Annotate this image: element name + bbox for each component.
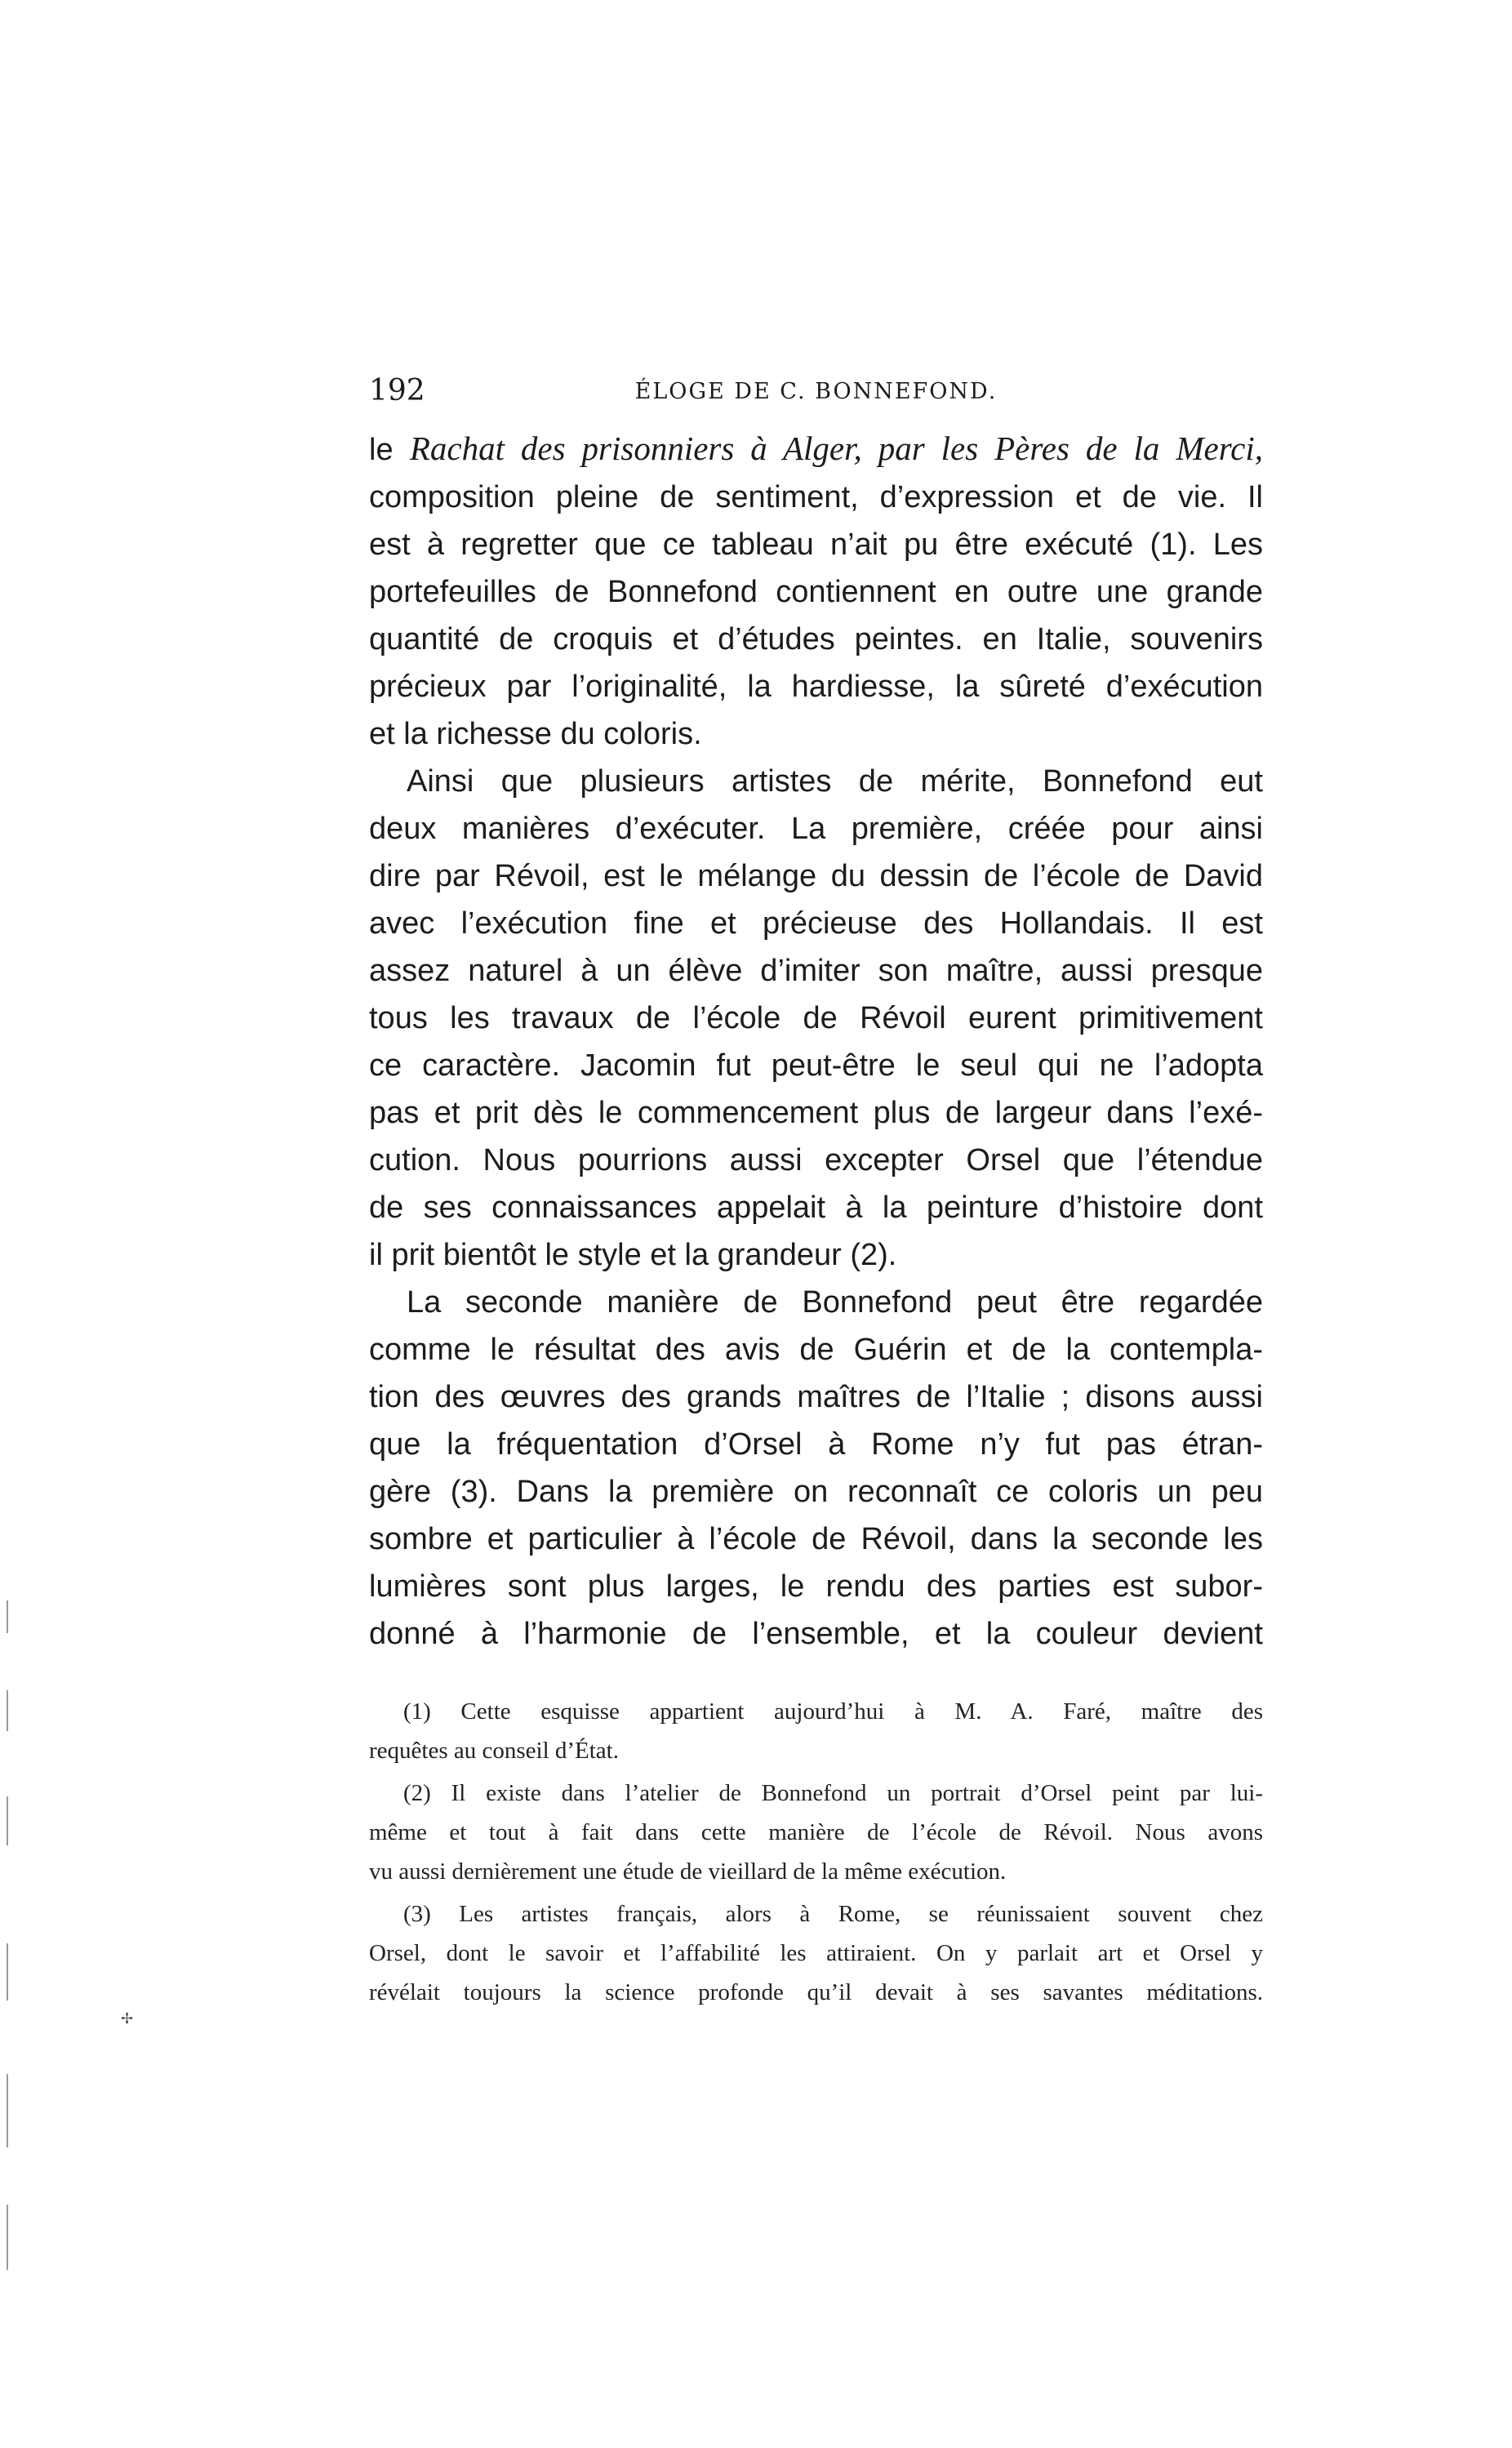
artwork-title: Rachat des prisonniers à Alger, par les Pères de la Merci, (409, 430, 1264, 467)
text-line: sombre et particulier à l’école de Révoil, dans la seconde les (369, 1522, 1263, 1556)
footnote-1 (369, 1692, 1263, 1770)
paragraph-3 (369, 1279, 1263, 1658)
text-line: et la richesse du coloris. (369, 717, 702, 751)
footnote-line: (2) Il existe dans l’atelier de Bonnefond un portrait d’Orsel peint par lui- (403, 1780, 1263, 1806)
text-line: tion des œuvres des grands maîtres de l’Italie ; disons aussi (369, 1380, 1263, 1414)
text-line: Ainsi que plusieurs artistes de mérite, Bonnefond eut (407, 764, 1263, 799)
footnote-3 (369, 1894, 1263, 2012)
paragraph-1 (369, 425, 1263, 758)
text-line: composition pleine de sentiment, d’expression et de vie. Il (369, 480, 1263, 514)
text-line: comme le résultat des avis de Guérin et de la contempla- (369, 1333, 1263, 1367)
scan-margin-marks (0, 1551, 16, 2368)
scan-mark (7, 1796, 8, 1845)
text-line: assez naturel à un élève d’imiter son maître, aussi presque (369, 954, 1263, 988)
footnote-line: Orsel, dont le savoir et l’affabilité les attiraient. On y parlait art et Orsel y (369, 1940, 1263, 1966)
text-line: que la fréquentation d’Orsel à Rome n’y fut pas étran- (369, 1427, 1263, 1462)
text-line: lumières sont plus larges, le rendu des parties est subor- (369, 1569, 1263, 1604)
ink-speck-icon: ✢ (121, 2010, 134, 2027)
scan-mark (7, 2074, 8, 2148)
footnote-2 (369, 1774, 1263, 1891)
text-line: gère (3). Dans la première on reconnaît ce coloris un peu (369, 1475, 1263, 1509)
text-line: de ses connaissances appelait à la peinture d’histoire dont (369, 1191, 1263, 1225)
footnote-line: même et tout à fait dans cette manière de l’école de Révoil. Nous avons (369, 1819, 1263, 1845)
text-line: quantité de croquis et d’études peintes. en Italie, souvenirs (369, 622, 1263, 657)
text-line: portefeuilles de Bonnefond contiennent en outre une grande (369, 575, 1263, 609)
footnote-line: révélait toujours la science profonde qu’il devait à ses savantes méditations. (369, 1979, 1263, 2005)
text-line: donné à l’harmonie de l’ensemble, et la couleur devient (369, 1617, 1263, 1651)
footnotes (369, 1692, 1263, 2015)
text-line: cution. Nous pourrions aussi excepter Orsel que l’étendue (369, 1143, 1263, 1177)
text-line: pas et prit dès le commencement plus de largeur dans l’exé- (369, 1096, 1263, 1130)
scan-mark (7, 1690, 8, 1731)
footnote-line: (3) Les artistes français, alors à Rome, se réunissaient souvent chez (403, 1901, 1263, 1927)
text-line: précieux par l’originalité, la hardiesse, la sûreté d’exécution (369, 670, 1263, 704)
text-line: tous les travaux de l’école de Révoil eurent primitivement (369, 1001, 1263, 1035)
scan-mark (7, 1943, 8, 2001)
footnote-line: (1) Cette esquisse appartient aujourd’hui à M. A. Faré, maître des (403, 1698, 1263, 1725)
text-line: La seconde manière de Bonnefond peut être regardée (407, 1285, 1263, 1320)
text-line (369, 425, 1263, 474)
footnote-line: requêtes au conseil d’État. (369, 1738, 619, 1764)
body-text (369, 425, 1263, 1658)
page-header (369, 374, 1263, 415)
text-span: le (369, 433, 410, 467)
text-line: avec l’exécution fine et précieuse des Hollandais. Il est (369, 906, 1263, 941)
running-title: ÉLOGE DE C. BONNEFOND. (634, 379, 998, 404)
footnote-line: vu aussi dernièrement une étude de vieillard de la même exécution. (369, 1858, 1007, 1885)
paragraph-2 (369, 758, 1263, 1279)
text-line: il prit bientôt le style et la grandeur (2). (369, 1238, 897, 1272)
text-line: est à regretter que ce tableau n’ait pu être exécuté (1). Les (369, 527, 1263, 562)
scan-mark (7, 2205, 8, 2270)
text-line: dire par Révoil, est le mélange du dessin de l’école de David (369, 859, 1263, 893)
text-line: deux manières d’exécuter. La première, créée pour ainsi (369, 812, 1263, 846)
scan-mark (7, 1600, 8, 1633)
text-line: ce caractère. Jacomin fut peut-être le seul qui ne l’adopta (369, 1048, 1263, 1083)
page-number: 192 (369, 374, 425, 407)
